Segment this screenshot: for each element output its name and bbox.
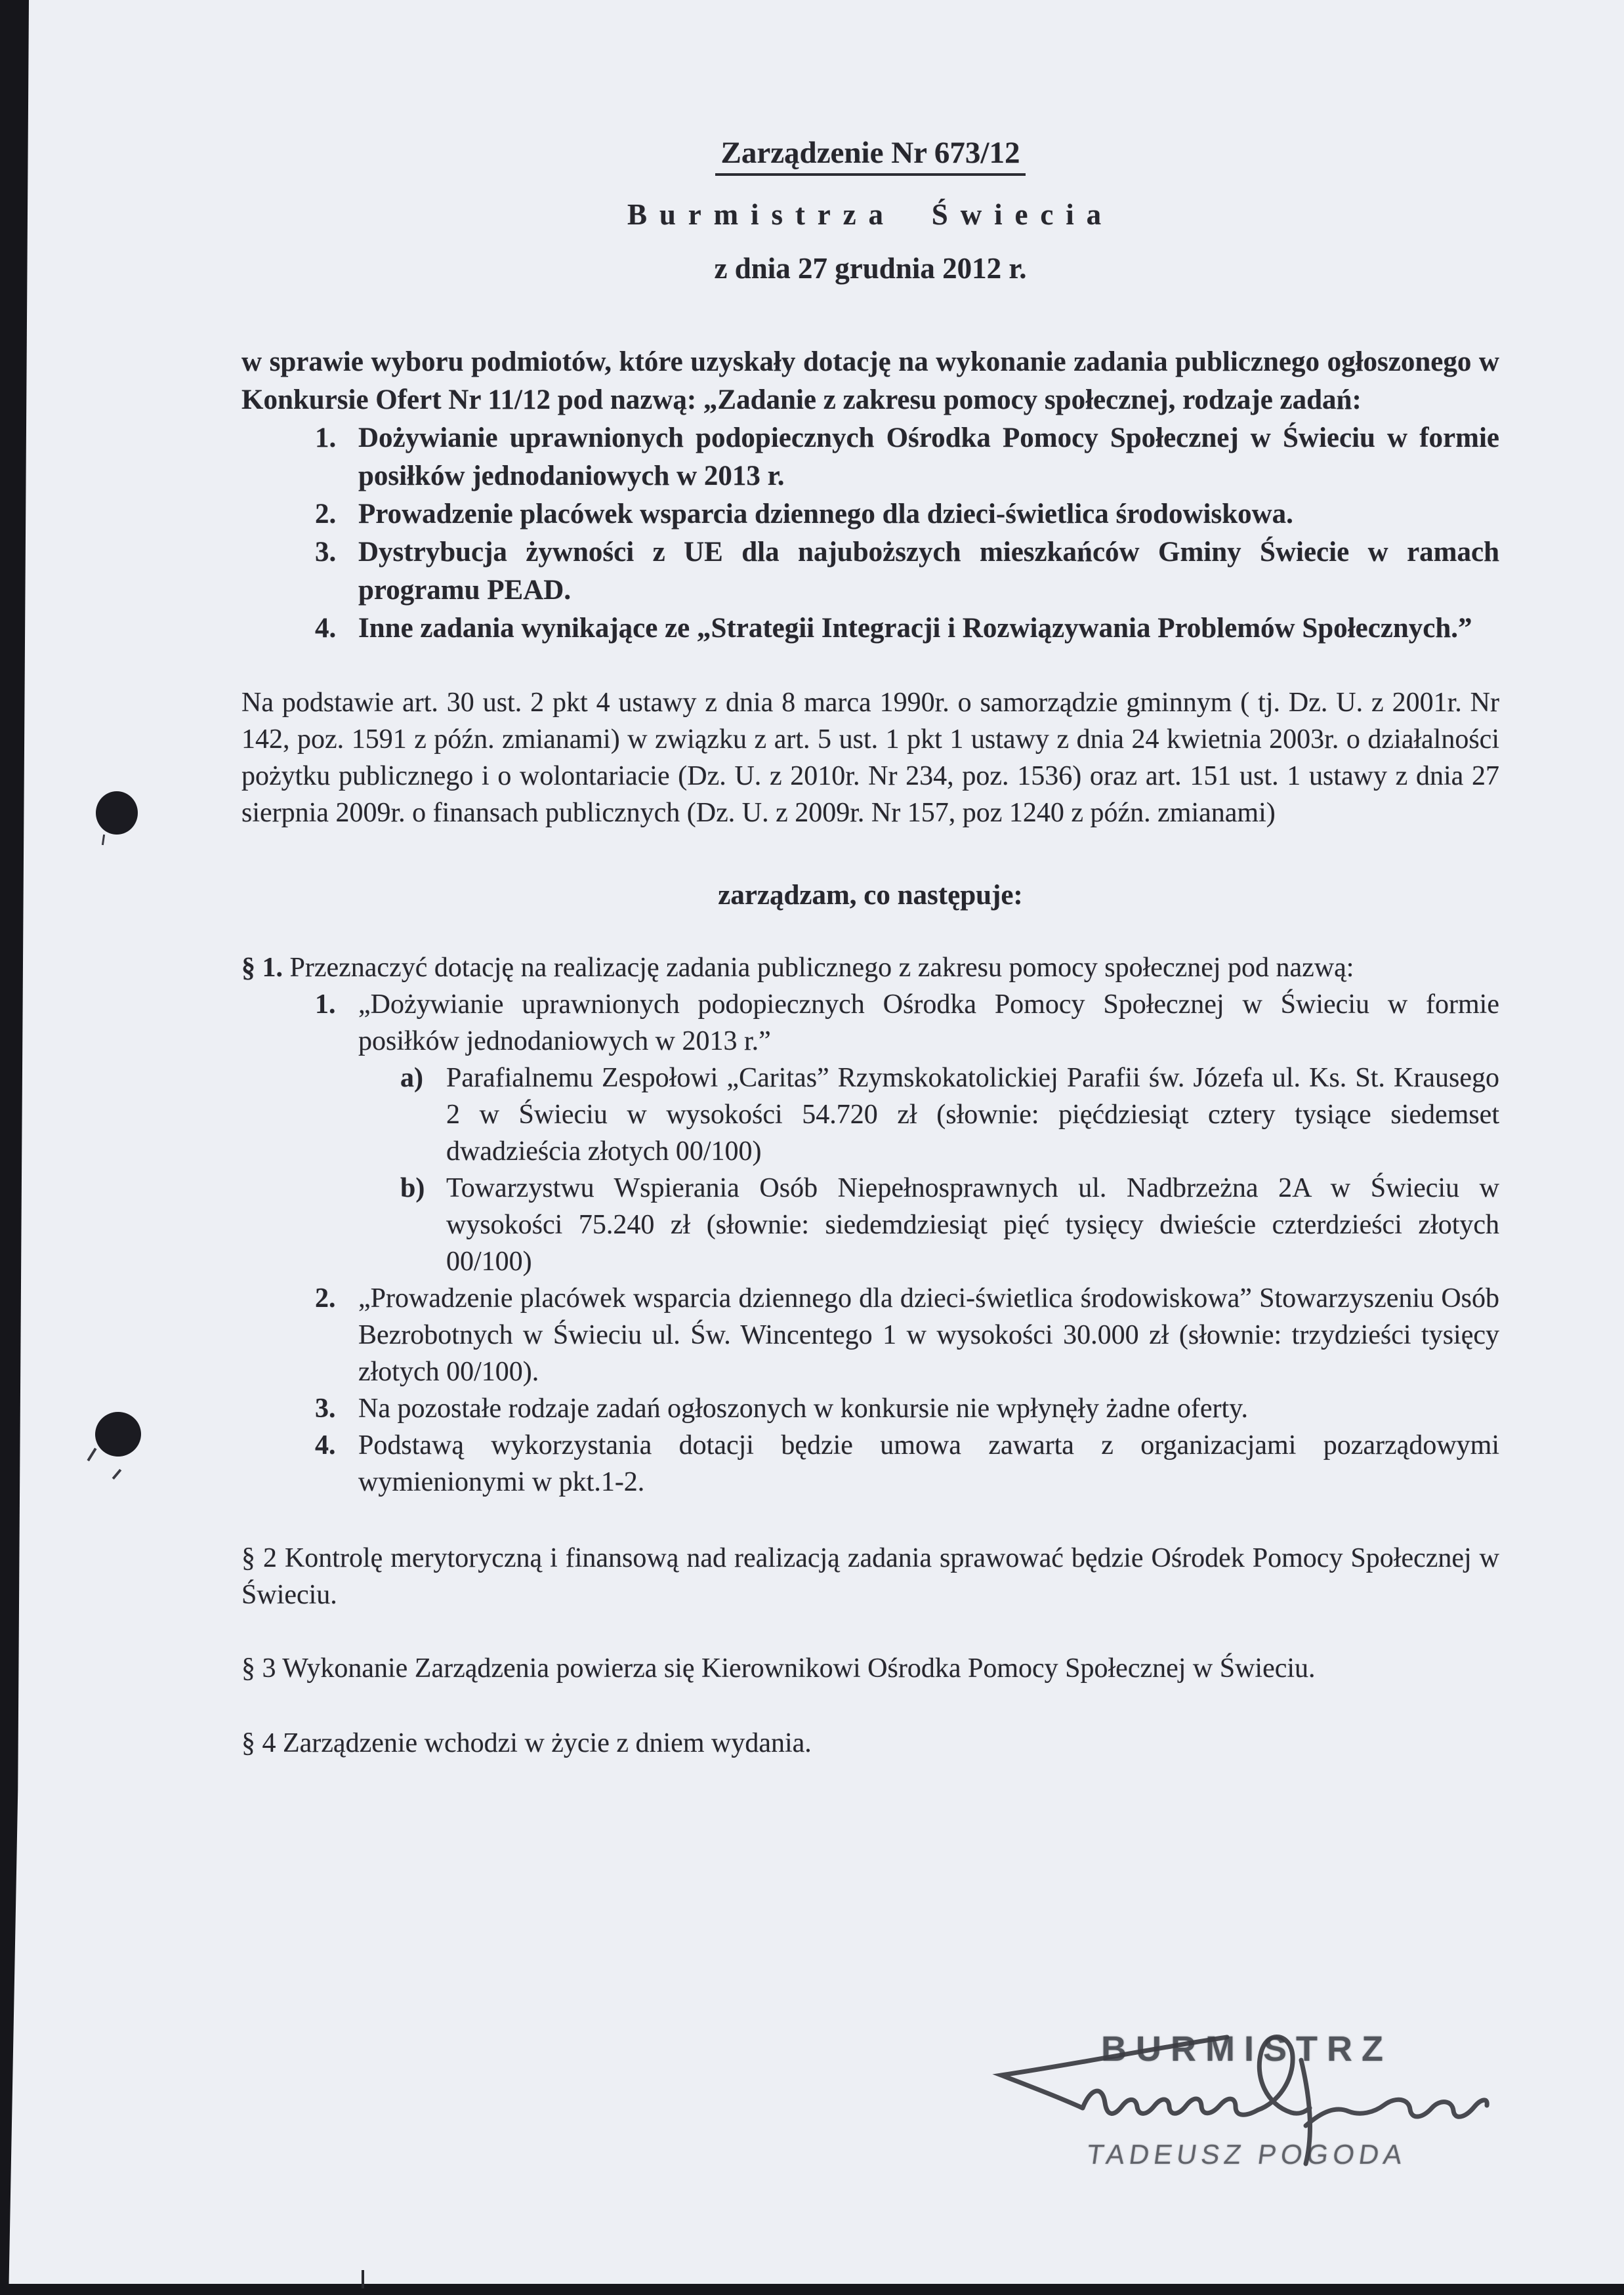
list-item xyxy=(315,986,1499,1280)
section-4-label: § 4 xyxy=(241,1728,276,1758)
section-1-lead xyxy=(241,949,1499,986)
list-item-number: 3. xyxy=(315,537,337,568)
date-heading: z dnia 27 grudnia 2012 r. xyxy=(714,252,1027,285)
subject-task-list xyxy=(315,419,1499,648)
section-2-label: § 2 xyxy=(241,1543,277,1573)
section-1-sublist xyxy=(400,1060,1499,1280)
scan-edge-strip-left xyxy=(0,0,29,2295)
list-item-text: Prowadzenie placówek wsparcia dziennego dla dzieci-świetlica środowiskowa. xyxy=(358,499,1293,529)
list-item-text: Dożywianie uprawnionych podopiecznych Ośrodka Pomocy Społecznej w Świeciu w formie posiłków jednodaniowych w 2013 r. xyxy=(358,423,1499,491)
list-item xyxy=(315,419,1499,495)
section-3-label: § 3 xyxy=(241,1653,276,1684)
list-item-number: 4. xyxy=(315,613,337,644)
section-2-text: Kontrolę merytoryczną i finansową nad realizacją zadania sprawować będzie Ośrodek Pomocy Społecznej w Świeciu. xyxy=(241,1543,1499,1610)
order-number-text: Zarządzenie Nr 673/12 xyxy=(715,136,1025,176)
scan-edge-strip-bottom xyxy=(0,2284,1624,2295)
section-1-lead-text: Przeznaczyć dotację na realizację zadania publicznego z zakresu pomocy społecznej pod nazwą: xyxy=(289,953,1354,983)
list-item-letter: b) xyxy=(400,1173,425,1203)
list-item-text: „Prowadzenie placówek wsparcia dziennego dla dzieci-świetlica środowiskowa” Stowarzyszeniu Osób Bezrobotnych w Świeciu ul. Św. Wincentego 1 w wysokości 30.000 zł (słownie: trzydzieści tysięcy złotych 00/100). xyxy=(358,1283,1499,1387)
list-item-number: 2. xyxy=(315,499,337,529)
list-item-number: 4. xyxy=(315,1430,336,1460)
legal-basis-paragraph: Na podstawie art. 30 ust. 2 pkt 4 ustawy z dnia 8 marca 1990r. o samorządzie gminnym ( tj. Dz. U. z 2001r. Nr 142, poz. 1591 z późn. zmianami) w związku z art. 5 ust. 1 pkt 1 ustawy z dnia 24 kwietnia 2003r. o działalności pożytku publicznego i o wolontariacie (Dz. U. z 2010r. Nr 234, poz. 1536) oraz art. 151 ust. 1 ustawy z dnia 27 sierpnia 2009r. o finansach publicznych (Dz. U. z 2009r. Nr 157, poz 1240 z późn. zmianami) xyxy=(241,688,1499,828)
hole-punch-mark-top xyxy=(96,791,138,835)
list-item-number: 2. xyxy=(315,1283,336,1313)
list-item xyxy=(400,1170,1499,1280)
mayor-stamp-name: TADEUSZ POGODA xyxy=(1085,2139,1409,2170)
scan-artifact xyxy=(102,835,105,845)
list-item xyxy=(315,533,1499,610)
list-item xyxy=(400,1060,1499,1170)
list-item xyxy=(315,1427,1499,1500)
list-item-text: Inne zadania wynikające ze „Strategii Integracji i Rozwiązywania Problemów Społecznych.” xyxy=(358,613,1472,644)
section-1-label: § 1. xyxy=(241,953,283,983)
list-item-number: 3. xyxy=(315,1394,336,1424)
hole-punch-mark-bottom xyxy=(93,1410,144,1459)
section-1-item-list xyxy=(315,986,1499,1500)
handwritten-signature xyxy=(919,2001,1542,2218)
scan-artifact xyxy=(112,1469,122,1479)
list-item-text: „Dożywianie uprawnionych podopiecznych Ośrodka Pomocy Społecznej w Świeciu w formie posiłków jednodaniowych w 2013 r.” xyxy=(358,989,1499,1056)
scan-artifact xyxy=(87,1448,96,1462)
mayor-stamp-title: BURMISTRZ xyxy=(1101,2029,1392,2069)
section-3-text: Wykonanie Zarządzenia powierza się Kierownikowi Ośrodka Pomocy Społecznej w Świeciu. xyxy=(282,1653,1316,1684)
scan-artifact xyxy=(362,2270,364,2288)
list-item-text: Podstawą wykorzystania dotacji będzie umowa zawarta z organizacjami pozarządowymi wymienionymi w pkt.1-2. xyxy=(358,1430,1499,1497)
list-item xyxy=(315,1390,1499,1427)
section-3-paragraph xyxy=(241,1650,1499,1687)
list-item xyxy=(315,495,1499,533)
section-4-text: Zarządzenie wchodzi w życie z dniem wydania. xyxy=(283,1728,812,1758)
list-item-number: 1. xyxy=(315,989,336,1020)
list-item-number: 1. xyxy=(315,423,337,453)
section-2-paragraph xyxy=(241,1540,1499,1613)
list-item-text: Na pozostałe rodzaje zadań ogłoszonych w konkursie nie wpłynęły żadne oferty. xyxy=(358,1394,1248,1424)
issuer-heading: Burmistrza Świecia xyxy=(627,198,1114,231)
list-item-text: Dystrybucja żywności z UE dla najuboższych mieszkańców Gminy Świecie w ramach programu PEAD. xyxy=(358,537,1499,606)
ordain-clause: zarządzam, co następuje: xyxy=(718,880,1023,911)
list-item xyxy=(315,1280,1499,1390)
section-4-paragraph xyxy=(241,1725,1499,1762)
list-item-text: Towarzystwu Wspierania Osób Niepełnosprawnych ul. Nadbrzeżna 2A w Świeciu w wysokości 75.240 zł (słownie: siedemdziesiąt pięć tysięcy dwieście czterdzieści złotych 00/100) xyxy=(446,1173,1499,1277)
list-item-text: Parafialnemu Zespołowi „Caritas” Rzymskokatolickiej Parafii św. Józefa ul. Ks. St. Krausego 2 w Świeciu w wysokości 54.720 zł (słownie: pięćdziesiąt cztery tysiące siedemset dwadzieścia złotych 00/100) xyxy=(446,1063,1499,1167)
list-item-letter: a) xyxy=(400,1063,423,1093)
subject-paragraph: w sprawie wyboru podmiotów, które uzyskały dotację na wykonanie zadania publicznego ogłoszonego w Konkursie Ofert Nr 11/12 pod nazwą: „Zadanie z zakresu pomocy społecznej, rodzaje zadań: xyxy=(241,346,1499,415)
document-body xyxy=(241,0,1499,1762)
order-number-heading xyxy=(241,134,1499,171)
list-item xyxy=(315,610,1499,648)
